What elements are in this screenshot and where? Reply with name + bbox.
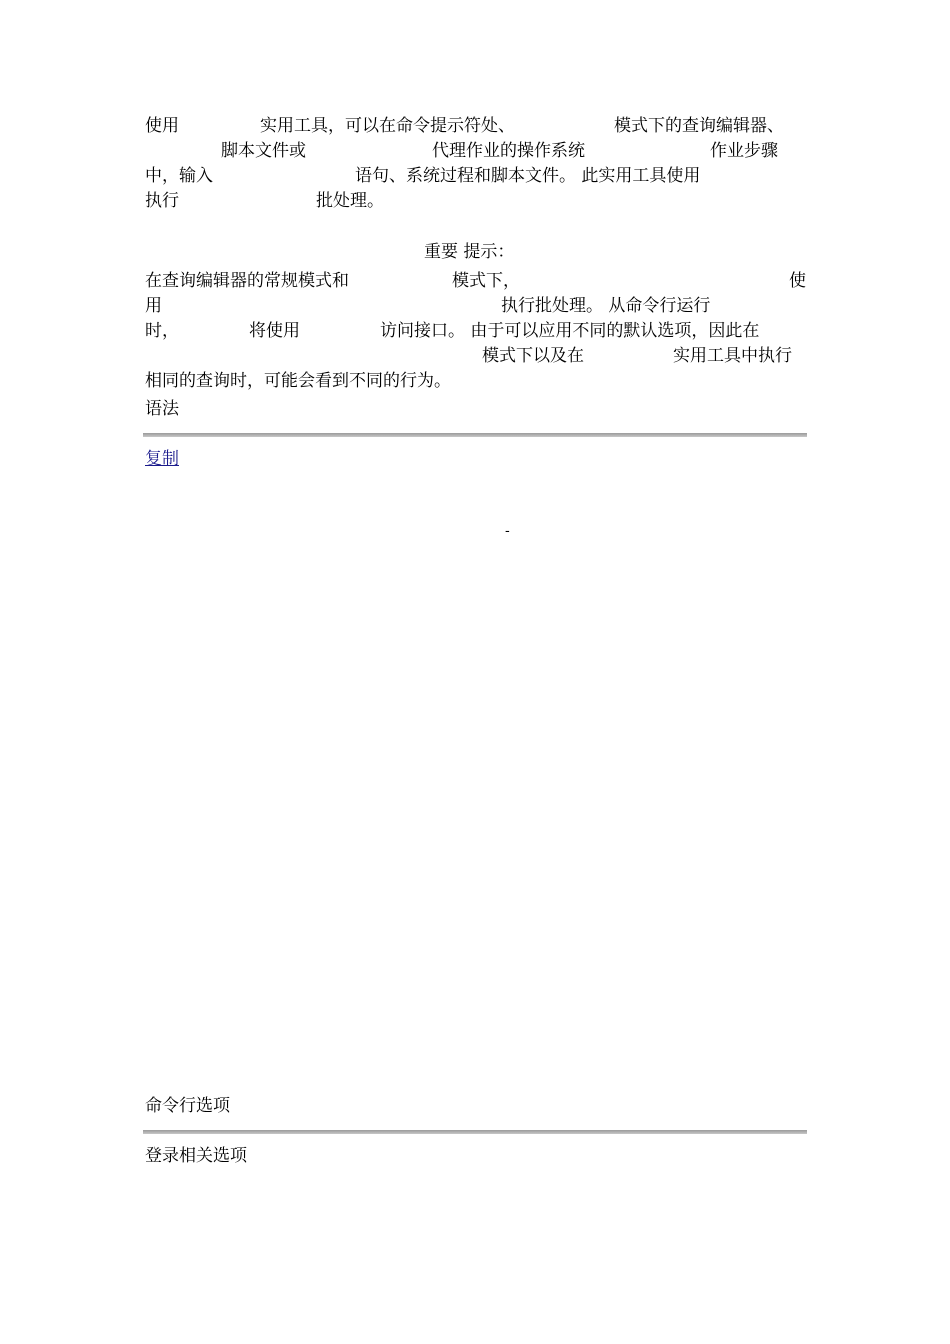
copy-link[interactable]: 复制 [145, 449, 179, 469]
syntax-heading: 语法 [145, 399, 179, 419]
intro-text: 实用工具，可以在命令提示符处、 [260, 116, 515, 136]
important-label: 重要 提示： [424, 242, 515, 262]
important-text: 在查询编辑器的常规模式和 [145, 271, 349, 291]
important-text: 访问接口。 由于可以应用不同的默认选项，因此在 [380, 321, 760, 341]
login-options-heading: 登录相关选项 [145, 1146, 247, 1166]
important-text: 模式下， [452, 271, 520, 291]
important-text: 模式下以及在 [482, 346, 584, 366]
intro-text: 脚本文件或 [221, 141, 306, 161]
intro-text: 作业步骤 [710, 141, 778, 161]
code-placeholder: - [505, 523, 510, 539]
important-text: 使 [789, 271, 806, 291]
cmdline-options-heading: 命令行选项 [145, 1096, 230, 1116]
intro-text: 使用 [145, 116, 179, 136]
intro-text: 模式下的查询编辑器、 [614, 116, 784, 136]
important-text: 执行批处理。 从命令行运行 [501, 296, 711, 316]
intro-text: 执行 [145, 191, 179, 211]
intro-text: 批处理。 [316, 191, 384, 211]
important-text: 时， [145, 321, 179, 341]
important-text: 实用工具中执行 [673, 346, 792, 366]
divider [143, 1130, 807, 1134]
important-text: 相同的查询时，可能会看到不同的行为。 [145, 371, 451, 391]
divider [143, 433, 807, 437]
intro-text: 中，输入 [145, 166, 213, 186]
intro-text: 语句、系统过程和脚本文件。 此实用工具使用 [355, 166, 701, 186]
important-text: 用 [145, 296, 162, 316]
intro-text: 代理作业的操作系统 [432, 141, 585, 161]
important-text: 将使用 [249, 321, 300, 341]
